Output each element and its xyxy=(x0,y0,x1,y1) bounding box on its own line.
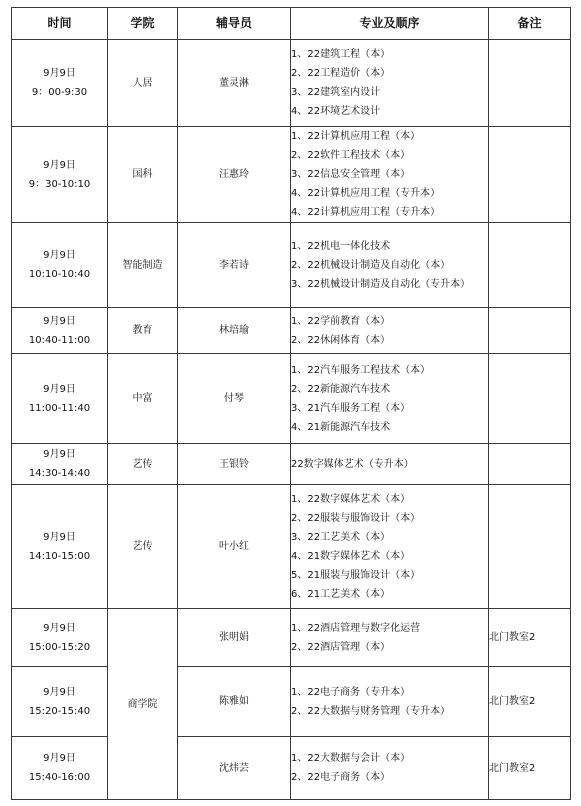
time-text: 10:40-11:00 xyxy=(28,334,91,346)
time-cell xyxy=(12,609,108,667)
majors-cell xyxy=(291,444,489,485)
counselor-cell: 李若诗 xyxy=(178,223,291,308)
note-cell xyxy=(489,40,571,127)
major-item: 1、22酒店管理与数字化运营 xyxy=(291,622,421,634)
schedule-table xyxy=(11,7,571,800)
table-row xyxy=(12,737,571,800)
time-text: 14:30-14:40 xyxy=(28,468,91,479)
date-text: 9月9日 xyxy=(43,383,76,395)
table-row xyxy=(12,609,571,667)
time-cell xyxy=(12,223,108,308)
header-college: 学院 xyxy=(108,8,178,40)
header-time: 时间 xyxy=(12,8,108,40)
majors-cell xyxy=(291,609,489,667)
major-item: 4、22环境艺术设计 xyxy=(291,106,381,117)
counselor-cell: 汪惠玲 xyxy=(178,127,291,223)
time-cell xyxy=(12,737,108,800)
major-item: 2、22软件工程技术（本） xyxy=(291,150,411,161)
date-text: 9月9日 xyxy=(43,622,76,634)
time-text: 9：30-10:10 xyxy=(28,178,91,190)
major-item: 2、22休闲体育（本） xyxy=(291,334,391,346)
date-text: 9月9日 xyxy=(43,753,76,764)
college-cell: 智能制造 xyxy=(108,223,178,308)
counselor-cell: 王银铃 xyxy=(178,444,291,485)
major-item: 1、22计算机应用工程（本） xyxy=(291,131,421,142)
major-item: 2、22机械设计制造及自动化（本） xyxy=(291,259,451,271)
date-text: 9月9日 xyxy=(43,315,76,327)
time-text: 14:10-15:00 xyxy=(28,550,91,562)
majors-cell xyxy=(291,354,489,444)
date-text: 9月9日 xyxy=(43,449,76,460)
note-cell xyxy=(489,354,571,444)
note-cell xyxy=(489,127,571,223)
header-counselor: 辅导员 xyxy=(178,8,291,40)
note-cell: 北门教室2 xyxy=(489,609,571,667)
table-row xyxy=(12,308,571,354)
time-text: 15:20-15:40 xyxy=(28,705,91,717)
note-cell xyxy=(489,444,571,485)
major-item: 1、22数字媒体艺术（本） xyxy=(291,493,411,505)
major-item: 2、22新能源汽车技术 xyxy=(291,383,391,395)
table-row xyxy=(12,667,571,737)
major-item: 1、22学前教育（本） xyxy=(291,315,391,327)
majors-cell xyxy=(291,485,489,609)
college-cell: 商学院 xyxy=(108,609,178,800)
time-cell xyxy=(12,444,108,485)
majors-cell xyxy=(291,667,489,737)
time-cell xyxy=(12,127,108,223)
counselor-cell: 沈炜芸 xyxy=(178,737,291,800)
header-note: 备注 xyxy=(489,8,571,40)
major-item: 4、22计算机应用工程（专升本） xyxy=(291,207,441,218)
time-text: 15:00-15:20 xyxy=(28,641,91,653)
date-text: 9月9日 xyxy=(43,159,76,171)
time-text: 10:10-10:40 xyxy=(28,269,91,280)
major-item: 6、21工艺美术（本） xyxy=(291,588,391,600)
major-item: 3、22信息安全管理（本） xyxy=(291,169,411,180)
counselor-cell: 叶小红 xyxy=(178,485,291,609)
table-row xyxy=(12,485,571,609)
date-text: 9月9日 xyxy=(43,250,76,261)
majors-cell xyxy=(291,40,489,127)
majors-cell xyxy=(291,127,489,223)
note-cell xyxy=(489,223,571,308)
major-item: 4、22计算机应用工程（专升本） xyxy=(291,188,441,199)
major-item: 22数字媒体艺术（专升本） xyxy=(291,458,414,470)
date-text: 9月9日 xyxy=(43,531,76,543)
note-cell xyxy=(489,308,571,354)
time-text: 11:00-11:40 xyxy=(28,402,91,414)
major-item: 4、21数字媒体艺术（本） xyxy=(291,550,411,562)
date-text: 9月9日 xyxy=(43,68,76,79)
time-cell xyxy=(12,308,108,354)
counselor-cell: 董灵淋 xyxy=(178,40,291,127)
college-cell: 中富 xyxy=(108,354,178,444)
majors-cell xyxy=(291,737,489,800)
major-item: 3、22机械设计制造及自动化（专升本） xyxy=(291,278,471,290)
time-cell xyxy=(12,667,108,737)
counselor-cell: 付琴 xyxy=(178,354,291,444)
date-text: 9月9日 xyxy=(43,686,76,698)
time-cell xyxy=(12,354,108,444)
major-item: 3、21汽车服务工程（本） xyxy=(291,402,411,414)
counselor-cell: 张明娟 xyxy=(178,609,291,667)
major-item: 2、22大数据与财务管理（专升本） xyxy=(291,705,451,717)
major-item: 1、22电子商务（专升本） xyxy=(291,686,411,698)
note-cell: 北门教室2 xyxy=(489,667,571,737)
time-cell xyxy=(12,485,108,609)
time-text: 9：00-9:30 xyxy=(31,87,88,98)
major-item: 4、21新能源汽车技术 xyxy=(291,421,391,433)
header-majors: 专业及顺序 xyxy=(291,8,489,40)
major-item: 3、22工艺美术（本） xyxy=(291,531,391,543)
major-item: 1、22汽车服务工程技术（本） xyxy=(291,364,431,376)
college-cell: 艺传 xyxy=(108,485,178,609)
college-cell: 国科 xyxy=(108,127,178,223)
major-item: 3、22建筑室内设计 xyxy=(291,87,381,98)
table-row xyxy=(12,444,571,485)
major-item: 1、22大数据与会计（本） xyxy=(291,753,411,764)
time-text: 15:40-16:00 xyxy=(28,772,91,783)
major-item: 1、22机电一体化技术 xyxy=(291,240,391,252)
major-item: 2、22电子商务（本） xyxy=(291,772,391,783)
counselor-cell: 陈雅如 xyxy=(178,667,291,737)
major-item: 1、22建筑工程（本） xyxy=(291,49,391,60)
header-row xyxy=(12,8,571,40)
major-item: 2、22服装与服饰设计（本） xyxy=(291,512,421,524)
college-cell: 人居 xyxy=(108,40,178,127)
table-body xyxy=(12,40,571,800)
major-item: 2、22工程造价（本） xyxy=(291,68,391,79)
college-cell: 艺传 xyxy=(108,444,178,485)
table-row xyxy=(12,127,571,223)
note-cell: 北门教室2 xyxy=(489,737,571,800)
counselor-cell: 林培瑜 xyxy=(178,308,291,354)
college-cell: 教育 xyxy=(108,308,178,354)
majors-cell xyxy=(291,308,489,354)
table-row xyxy=(12,40,571,127)
table-row xyxy=(12,354,571,444)
time-cell xyxy=(12,40,108,127)
note-cell xyxy=(489,485,571,609)
major-item: 5、21服装与服饰设计（本） xyxy=(291,569,421,581)
table-row xyxy=(12,223,571,308)
major-item: 2、22酒店管理（本） xyxy=(291,641,391,653)
majors-cell xyxy=(291,223,489,308)
